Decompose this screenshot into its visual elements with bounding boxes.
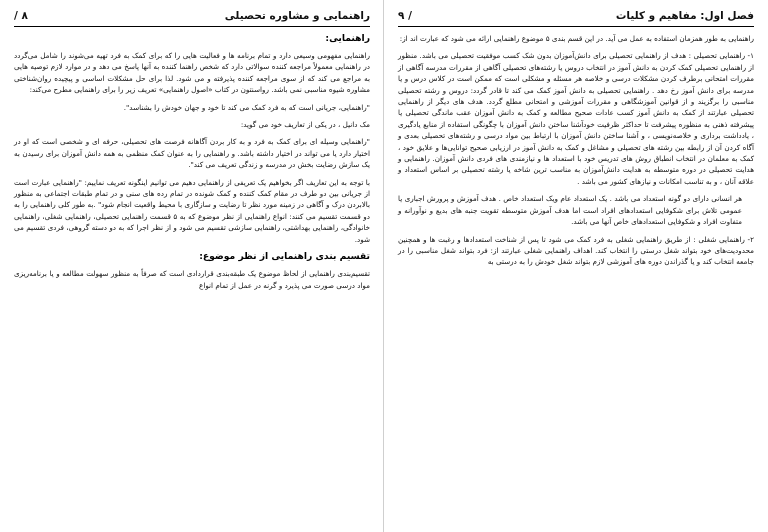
section-title-topic: تقسیم بندی راهنمایی از نظر موضوع:	[199, 251, 370, 263]
paragraph: راهنمایی مفهومی وسیعی دارد و تمام برنامه ها و فعالیت هایی را که برای کمک به فرد تهیه می‌شوند را شامل می‌گردد در راهنمایی معمولاً مراجعه کننده سوالاتی دارد که شخص راهنما کننده به آنها پاسخ می دهد و در موارد لازم توصیه هایی به مراجع می کند که از سوی مراجعه کننده پذیرفته و می شود. لذا برای حل مشکلات اساسی و پیچیده روان‌شناختی مشاوره شیوه مناسبی نمی باشد. رواسنتون در کتاب «اصول راهنمایی» تعریف زیر را برای راهنمایی مطرح می‌کند:	[14, 51, 370, 95]
section-title-guidance: راهنمایی:	[325, 33, 370, 44]
right-page-number: / ۹	[398, 10, 412, 22]
left-page-number: ۸ /	[14, 10, 28, 22]
left-page-body-continued	[14, 268, 370, 291]
paragraph: مک دانیل ، در یکی از تعاریف خود می گوید:	[240, 120, 370, 130]
left-page-body	[14, 50, 370, 245]
paragraph: با توجه به این تعاریف اگر بخواهیم یک تعریفی از راهنمایی دهیم می توانیم اینگونه تعریف نماییم: "راهنمایی عبارت است از جریانی بین دو طرف در مقام کمک کننده و کمک شونده در تمام رده های سنی و در تمام طبقات اجتماعی به منظور بالابردن درک و آگاهی در زمینه مورد نظر تا رضایت و سازگاری با محیط واقعیت انجام شود" .به طور کلی راهنمایی را به دو قسمت تقسیم می کنند: انواع راهنمایی از نظر موضوع که به ۵ قسمت راهنمایی تحصیلی، راهنمایی شغلی، راهنمایی خانوادگی، راهنمایی بهداشتی، راهنمایی سازشی تقسیم می شود و از نظر اجرا که به دو دسته گروهی، فردی تقسیم می شود.	[14, 177, 370, 244]
left-page-header	[14, 10, 370, 22]
paragraph: تقسیم‌بندی راهنمایی از لحاظ موضوع یک طبقه‌بندی قراردادی است که صرفاً به منظور سهولت مطالعه و یا برنامه‌ریزی مواد درسی صورت می پذیرد و گرنه در عمل از تمام انواع	[14, 269, 370, 290]
quote: "راهنمایی وسیله ای برای کمک به فرد و به کار بردن آگاهانه فرصت های تحصیلی، حرفه ای و شخصی است که او در اختیار دارد یا می تواند در اختیار داشته باشد. و راهنمایی را به عنوان کمک منظمی به همه دانش آموزان برای رسیدن به یک سازش رضایت بخش در مدرسه و زندگی تعریف می کند".	[14, 137, 370, 170]
right-page	[384, 0, 768, 532]
paragraph: هر انسانی دارای دو گونه استعداد می باشد . یک استعداد عام ویک استعداد خاص . هدف آموزش و پرورش اجباری یا عمومی تلاش برای شکوفایی استعدادهای افراد است اما هدف آموزش متوسطه تقویت جنبه های بدیع و نوآورانه و متفاوت افراد و شکوفایی استعدادهای خاص آنها می باشد.	[398, 194, 742, 227]
left-page-header-title: راهنمایی و مشاوره تحصیلی	[224, 10, 370, 22]
right-page-header	[398, 10, 754, 22]
right-header-rule	[398, 26, 754, 27]
quote: "راهنمایی، جریانی است که به فرد کمک می کند تا خود و جهان خودش را بشناسد".	[123, 102, 370, 112]
list-item-academic-guidance: ۱- راهنمایی تحصیلی : هدف از راهنمایی تحصیلی برای دانش‌آموزان بدون شک کسب موفقیت تحصیلی می باشد. منظور از راهنمایی تحصیلی کمک کردن به دانش آموز در انتخاب دروس یا رشته‌های تحصیلی آگاهی از مقررات مدرسه آگاهی از مقررات امتحانی برطرف کردن مشکلات درسی و خلاصه هر مسئله و مشکلی است که ممکن است در کلاس درس و یا مدرسه برای دانش آموز رخ دهد . راهنمایی تحصیلی به دانش آموز کمک می کند تا قادر گردد: دروس و رشته تحصیلی مناسبی را برگزیند و از قوانین آموزشگاهی و مقررات آموزشی و امتحانی مطلع گردد. هدف های دیگر از راهنمایی تحصیلی عبارتند از کمک به دانش آموز کسب عادات صحیح مطالعه و کمک به دانش آموزان عقب ماندگی تحصیلی یا پیشرفته ذهنی به منظوره پیشرفت تا حداکثر ظرفیت خود‌آشنا ساختن دانش آموزان با چگونگی استفاده از منابع یادگیری ، یادداشت برداری و خلاصه‌نویسی ، و آشنا ساختن دانش آموزان با ارتباط بین مواد درسی و رشته‌های تحصیلی بعدی و آگاه کردن آن از رابطه بین رشته های تحصیلی و مشاغل و کمک به دانش آموز در ارزیابی صحیح توانایی‌ها و علایق خود ، کمک به معلمان در انتخاب انطباق روش های تدریس خود با استعداد ها و نیازمندی های فردی دانش آموزان. راهنمایی و هدایت تحصیلی در دوره متوسطه به هدایت دانش‌آموزان به مناسب ترین شاخه یا رشته تحصیلی بر اساس استعداد و علاقه آنان ، و به تناسب امکانات و نیازهای کشور می باشد .	[398, 51, 754, 186]
right-page-body	[398, 33, 754, 268]
right-page-header-title: فصل اول: مفاهیم و کلیات	[615, 10, 754, 22]
list-item-career-guidance: ۲- راهنمایی شغلی : از طریق راهنمایی شغلی به فرد کمک می شود تا پس از شناخت استعدادها و رغبت ها و همچنین محدودیت‌های خود بتواند شغل درستی را انتخاب کند. اهداف راهنمایی شغلی عبارتند از: فرد بتواند شغل مناسبی را در جامعه انتخاب کند و یا گذراندن دوره های آموزشی لازم بتواند شغل خودش را به درستی به	[398, 234, 754, 267]
paragraph: راهنمایی به طور همزمان استفاده به عمل می آید. در این قسم بندی ۵ موضوع راهنمایی ارائه می شود که عبارت اند از:	[399, 34, 754, 43]
left-header-rule	[14, 26, 370, 27]
